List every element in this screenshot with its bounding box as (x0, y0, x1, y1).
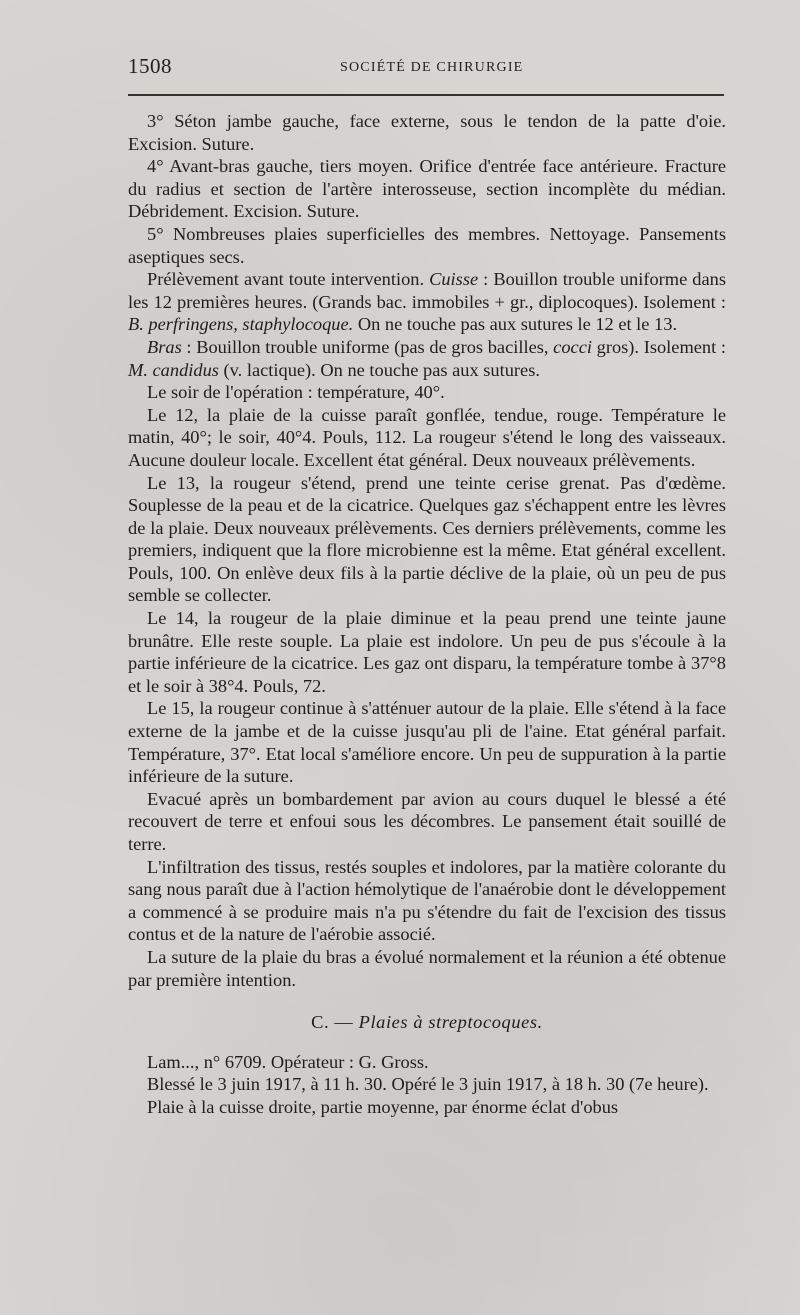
case-header: Lam..., n° 6709. Opérateur : G. Gross. (147, 1051, 429, 1072)
header-rule (128, 94, 724, 96)
page-number: 1508 (128, 54, 172, 78)
paragraph-evening-temp: Le soir de l'opération : température, 40°. (147, 382, 445, 403)
paragraph-day-14: Le 14, la rougeur de la plaie diminue et la peau prend une teinte jaune brunâtre. Elle reste souple. La plaie est indolore. Un peu de pus s'écoule à la partie inférieure de la cicatrice. Les gaz ont disparu, la température tombe à 37°8 et le soir à 38°4. Pouls, 72. (128, 608, 726, 696)
paragraph-item-4: 4° Avant-bras gauche, tiers moyen. Orifice d'entrée face antérieure. Fracture du radius et section de l'artère interosseuse, section incomplète du médian. Débridement. Excision. Suture. (128, 156, 726, 222)
paragraph-bras (128, 336, 726, 381)
sampling-text-e: On ne touche pas aux sutures le 12 et le 13. (353, 314, 678, 335)
paragraph-day-15: Le 15, la rougeur continue à s'atténuer autour de la plaie. Elle s'étend à la face externe de la jambe et de la cuisse jusqu'au pli de l'aine. Etat général parfait. Température, 37°. Etat local s'améliore encore. Un peu de suppuration à la partie inférieure de la suture. (128, 698, 726, 787)
paragraph-arm-suture: La suture de la plaie du bras a évolué normalement et la réunion a été obtenue par première intention. (128, 946, 726, 990)
bras-text-d: gros). Isolement : (591, 336, 726, 357)
paragraph-day-13: Le 13, la rougeur s'étend, prend une teinte cerise grenat. Pas d'œdème. Souplesse de la peau et de la cicatrice. Quelques gaz s'échappent entre les lèvres de la plaie. Deux nouveaux prélèvements. Ces derniers prélèvements, comme les premiers, indiquent que la flore microbienne est la même. Etat général excellent. Pouls, 100. On enlève deux fils à la partie déclive de la plaie, où un peu de pus semble se collecter. (128, 472, 726, 606)
journal-title: SOCIÉTÉ DE CHIRURGIE (340, 60, 524, 75)
sampling-organisms: B. perfringens, staphylocoque. (128, 314, 354, 335)
bras-label: Bras (147, 336, 182, 357)
body-text (128, 110, 726, 1119)
paragraph-evacuation: Evacué après un bombardement par avion au cours duquel le blessé a été recouvert de terre et enfoui sous les décombres. Le pansement était souillé de terre. (128, 788, 726, 854)
bras-cocci: cocci (553, 336, 592, 357)
case-dates: Blessé le 3 juin 1917, à 11 h. 30. Opéré le 3 juin 1917, à 18 h. 30 (7e heure). (147, 1074, 709, 1095)
sampling-cuisse: Cuisse (429, 269, 479, 290)
running-head (128, 54, 724, 82)
paragraph-sampling (128, 268, 726, 336)
paragraph-infiltration: L'infiltration des tissus, restés souples et indolores, par la matière colorante du sang nous paraît due à l'action hémolytique de l'anaérobie dont le développement a commencé à se produire mais n'a pu s'étendre du fait de l'excision des tissus contus et de la nature de l'aérobie associé. (128, 856, 726, 945)
bras-text-b: : Bouillon trouble uniforme (pas de gros bacilles, (181, 336, 554, 357)
sampling-text-c: : Bouillon trouble uniforme dans les 12 premières heures. (Grands bac. immobiles + gr., diplocoques). Isolement : (128, 269, 726, 312)
paragraph-day-12: Le 12, la plaie de la cuisse paraît gonflée, tendue, rouge. Température le matin, 40°; le soir, 40°4. Pouls, 112. La rougeur s'étend le long des vaisseaux. Aucune douleur locale. Excellent état général. Deux nouveaux prélèvements. (128, 404, 726, 470)
section-prefix: C. — (311, 1012, 359, 1033)
sampling-text-a: Prélèvement avant toute intervention. (147, 269, 430, 290)
paragraph-item-5: 5° Nombreuses plaies superficielles des membres. Nettoyage. Pansements aseptiques secs. (128, 223, 726, 267)
section-heading (128, 1011, 726, 1034)
bras-organism: M. candidus (128, 359, 219, 380)
paragraph-item-3: 3° Séton jambe gauche, face externe, sous le tendon de la patte d'oie. Excision. Suture. (128, 111, 726, 154)
case-wound: Plaie à la cuisse droite, partie moyenne, par énorme éclat d'obus (147, 1096, 619, 1117)
section-title: Plaies à streptocoques. (358, 1012, 543, 1033)
bras-text-f: (v. lactique). On ne touche pas aux sutures. (218, 359, 540, 380)
